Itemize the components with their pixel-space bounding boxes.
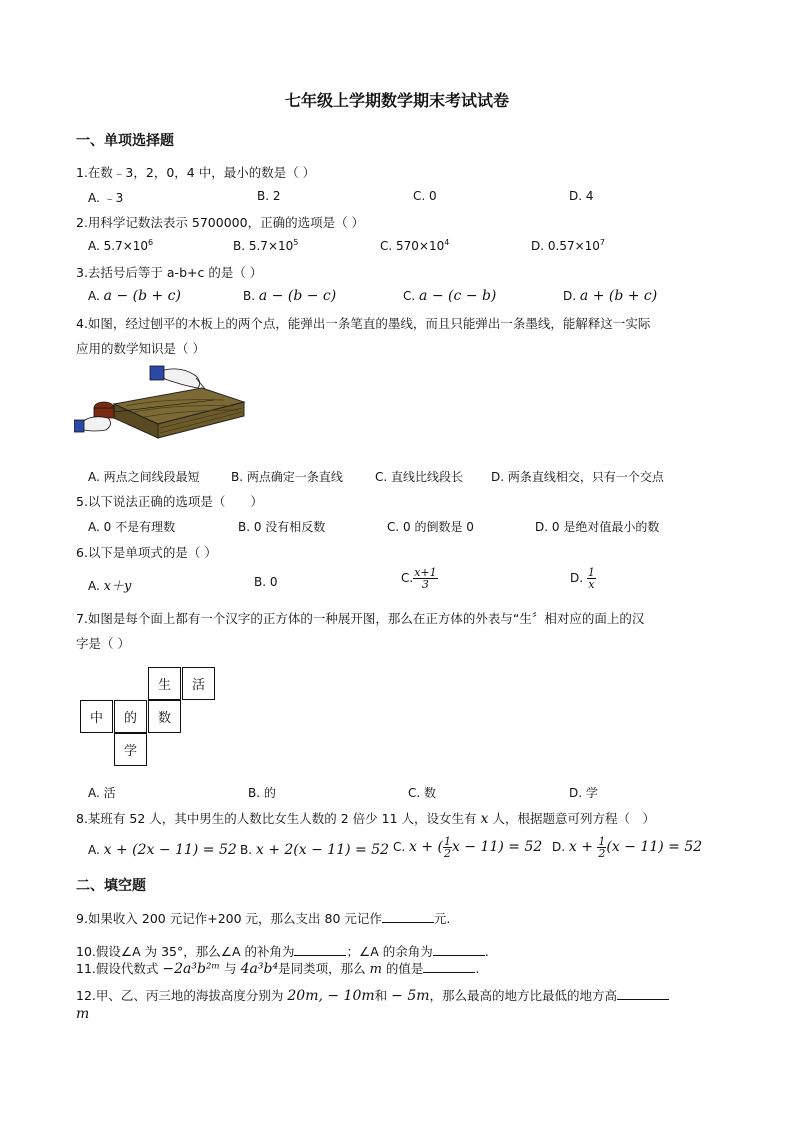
net-cell-sheng: 生 (148, 667, 181, 700)
answer-blank[interactable] (433, 955, 485, 956)
q3-option-c: C. a − (c − b) (403, 288, 497, 304)
net-cell-de: 的 (114, 700, 147, 733)
q6-option-d: D. $\frac{1}{x}$ (570, 566, 595, 591)
q3-option-d: D. a + (b + c) (563, 288, 658, 304)
section-heading-choice: 一、单项选择题 (76, 133, 174, 149)
question-8-stem: 8.某班有 52 人，其中男生的人数比女生人数的 2 倍少 11 人，设女生有 x 人，根据题意可列方程（ ） (76, 811, 655, 827)
question-12-unit: m (76, 1006, 90, 1022)
q5-option-c: C. 0 的倒数是 0 (387, 520, 474, 534)
question-9: 9.如果收入 200 元记作+200 元，那么支出 80 元记作 元. (76, 911, 451, 926)
answer-blank[interactable] (382, 922, 434, 923)
net-cell-huo: 活 (182, 667, 215, 700)
q7-option-b: B. 的 (248, 786, 276, 800)
question-2-stem: 2.用科学记数法表示 5700000，正确的选项是（ ） (76, 215, 365, 230)
question-10: 10.假设∠A 为 35°，那么∠A 的补角为 ；∠A 的余角为 . (76, 944, 489, 959)
page-title: 七年级上学期数学期末考试试卷 (284, 91, 509, 110)
q3-option-a: A. a − (b + c) (88, 288, 181, 304)
q6-option-b: B. 0 (254, 575, 278, 589)
q5-option-d: D. 0 是绝对值最小的数 (535, 520, 660, 534)
section-heading-fill: 二、填空题 (76, 878, 146, 894)
question-12: 12.甲、乙、丙三地的海拔高度分别为 20m, − 10m和 − 5m，那么最高的地方比最低的地方高 (76, 986, 669, 1004)
q4-option-b: B. 两点确定一条直线 (231, 470, 343, 484)
answer-blank[interactable] (617, 999, 669, 1000)
q7-option-c: C. 数 (408, 786, 437, 800)
q1-option-a: A. ﹣3 (88, 191, 124, 205)
q6-option-c: C. $\frac{x+1}{3}$ (401, 566, 437, 591)
q2-option-d: D. $0.57\times 10^7$ (531, 238, 606, 253)
question-7-stem-line1: 7.如图是每个面上都有一个汉字的正方体的一种展开图，那么在正方体的外表与“生〞相对应的面上的汉 (76, 611, 645, 626)
question-3-stem: 3.去括号后等于 a-b+c 的是（ ） (76, 265, 263, 280)
q5-option-a: A. 0 不是有理数 (88, 520, 176, 534)
q1-option-d: D. 4 (569, 189, 594, 203)
q2-option-a: A. $5.7\times 10^6$ (88, 238, 154, 253)
question-7-stem-line2: 字是（ ） (76, 636, 130, 651)
net-cell-xue: 学 (114, 733, 147, 766)
q6-option-a: A. x＋y (88, 579, 132, 594)
question-6-stem: 6.以下是单项式的是（ ） (76, 545, 217, 560)
q1-option-c: C. 0 (413, 189, 437, 203)
q1-option-b: B. 2 (257, 189, 281, 203)
q8-option-b: B. x + 2(x − 11) = 52 (240, 842, 390, 858)
q2-option-b: B. $5.7\times 10^5$ (233, 238, 299, 253)
q8-option-a: A. x + (2x − 11) = 52 (88, 842, 237, 858)
answer-blank[interactable] (423, 972, 475, 973)
question-1-stem: 1.在数﹣3，2，0，4 中，最小的数是（ ） (76, 165, 316, 180)
q5-option-b: B. 0 没有相反数 (238, 520, 326, 534)
q8-option-d: D. x + $\frac{1}{2}$ (x − 11) = 52 (552, 835, 703, 860)
q7-option-a: A. 活 (88, 786, 116, 800)
q4-option-d: D. 两条直线相交，只有一个交点 (491, 470, 664, 484)
q8-option-c: C. x + ( $\frac{1}{2}$ x − 11) = 52 (393, 835, 543, 860)
q4-option-c: C. 直线比线段长 (375, 470, 464, 484)
q3-option-b: B. a − (b − c) (243, 288, 337, 304)
answer-blank[interactable] (294, 955, 346, 956)
q7-option-d: D. 学 (569, 786, 598, 800)
q2-option-c: C. $570\times 10^4$ (380, 238, 450, 253)
question-4-stem-line2: 应用的数学知识是（ ） (76, 341, 205, 356)
question-4-stem-line1: 4.如图，经过刨平的木板上的两个点，能弹出一条笔直的墨线，而且只能弹出一条墨线，能解释这一实际 (76, 316, 651, 331)
question-5-stem: 5.以下说法正确的选项是（ ） (76, 494, 263, 509)
question-11: 11.假设代数式 −2a³b²ᵐ 与 4a³b⁴是同类项，那么 m 的值是 . (76, 961, 480, 977)
q4-option-a: A. 两点之间线段最短 (88, 470, 200, 484)
net-cell-zhong: 中 (80, 700, 113, 733)
wooden-board-figure (74, 364, 246, 446)
net-cell-shu: 数 (148, 700, 181, 733)
